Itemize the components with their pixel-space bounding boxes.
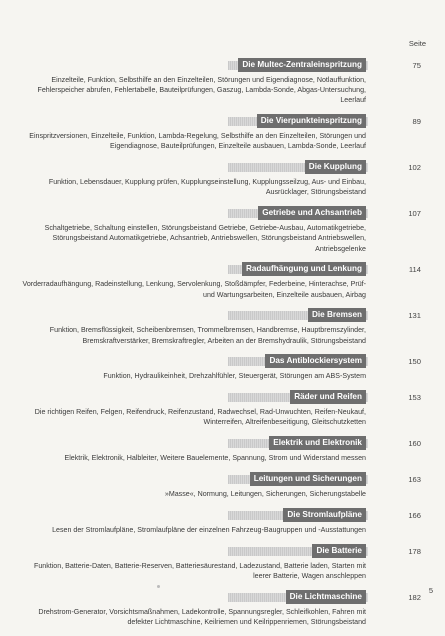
chapter-title[interactable]: Die Stromlaufpläne xyxy=(283,508,366,522)
chapter-page-number: 107 xyxy=(408,209,421,219)
toc-entry[interactable] xyxy=(0,436,445,463)
chapter-title[interactable]: Die Lichtmaschine xyxy=(286,590,366,604)
chapter-title[interactable]: Die Vierpunkteinspritzung xyxy=(257,114,366,128)
chapter-page-number: 114 xyxy=(408,265,421,275)
chapter-title[interactable]: Leitungen und Sicherungen xyxy=(250,472,366,486)
toc-entry[interactable] xyxy=(0,590,445,627)
chapter-title[interactable]: Das Antiblockiersystem xyxy=(265,354,366,368)
toc-entry[interactable] xyxy=(0,508,445,535)
toc-entry[interactable] xyxy=(0,58,445,106)
toc-heading-row xyxy=(0,114,445,128)
toc-entry[interactable] xyxy=(0,160,445,197)
chapter-page-number: 102 xyxy=(408,163,421,173)
chapter-title[interactable]: Die Kupplung xyxy=(305,160,366,174)
toc-entry[interactable] xyxy=(0,262,445,299)
chapter-page-number: 150 xyxy=(408,357,421,367)
chapter-title[interactable]: Radaufhängung und Lenkung xyxy=(242,262,366,276)
chapter-title[interactable]: Getriebe und Achsantrieb xyxy=(258,206,366,220)
chapter-title[interactable]: Die Batterie xyxy=(312,544,366,558)
chapter-title[interactable]: Räder und Reifen xyxy=(290,390,366,404)
toc-entry[interactable] xyxy=(0,354,445,381)
chapter-description: Einzelteile, Funktion, Selbsthilfe an den Einzelteilen, Störungen und Eigendiagnose, Notlauffunktion, Fehlerspeicher abrufen, Fehlertabelle, Bauteilprüfungen, Gaszug, Lambda-Sonde, Abgas-Untersuchung, Leerlauf xyxy=(37,76,366,105)
toc-entry[interactable] xyxy=(0,544,445,581)
toc-entry[interactable] xyxy=(0,114,445,151)
chapter-page-number: 131 xyxy=(408,311,421,321)
page-number: 5 xyxy=(428,586,433,595)
chapter-description: Drehstrom-Generator, Vorsichtsmaßnahmen, Ladekontrolle, Spannungsregler, Schleifkohlen, Fahren mit defekter Lichtmaschine, Keilriemen und Keilrippenriemen, Störungsbeistand xyxy=(38,607,366,626)
chapter-description: »Masse«, Normung, Leitungen, Sicherungen, Sicherungstabelle xyxy=(164,490,366,498)
chapter-page-number: 75 xyxy=(412,61,421,70)
chapter-description: Funktion, Lebensdauer, Kupplung prüfen, Kupplungseinstellung, Kupplungsseilzug, Aus- und Einbau, Ausrücklager, Störungsbeistand xyxy=(48,178,366,197)
chapter-title[interactable]: Elektrik und Elektronik xyxy=(269,436,366,450)
table-of-contents xyxy=(0,58,445,636)
toc-heading-row xyxy=(0,262,445,276)
chapter-page-number: 153 xyxy=(408,393,421,403)
toc-heading-row xyxy=(0,590,445,604)
chapter-description: Funktion, Bremsflüssigkeit, Scheibenbremsen, Trommelbremsen, Handbremse, Hauptbremszylinder, Bremskraftverstärker, Bremskraftregler, Arbeiten an der Bremshydraulik, Störungsbeistand xyxy=(49,326,366,345)
chapter-description: Funktion, Batterie-Daten, Batterie-Reserven, Batteriesäurestand, Ladezustand, Batterie laden, Starten mit leerer Batterie, Wagen anschleppen xyxy=(33,561,366,580)
chapter-page-number: 166 xyxy=(408,510,421,520)
toc-entry[interactable] xyxy=(0,206,445,254)
toc-heading-row xyxy=(0,436,445,450)
paper-speck xyxy=(157,585,160,588)
chapter-description: Die richtigen Reifen, Felgen, Reifendruck, Reifenzustand, Radwechsel, Rad-Unwuchten, Reifen-Neukauf, Winterreifen, Altreifenbeseitigung, Gleitschutzketten xyxy=(34,408,366,427)
chapter-description: Einspritzversionen, Einzelteile, Funktion, Lambda-Regelung, Selbsthilfe an den Einzelteilen, Störungen und Eigendiagnose, Bauteilprüfungen, Einzelteile ausbauen, Lambda-Sonde, Leerlauf xyxy=(29,132,366,151)
page-column-label: Seite xyxy=(408,39,426,48)
toc-entry[interactable] xyxy=(0,390,445,427)
chapter-description: Lesen der Stromlaufpläne, Stromlaufpläne der einzelnen Fahrzeug-Baugruppen und -Ausstattungen xyxy=(52,525,366,534)
toc-entry[interactable] xyxy=(0,308,445,345)
chapter-description: Elektrik, Elektronik, Halbleiter, Weitere Bauelemente, Spannung, Strom und Widerstand messen xyxy=(64,454,366,463)
toc-heading-row xyxy=(0,354,445,368)
chapter-description: Schaltgetriebe, Schaltung einstellen, Störungsbeistand Getriebe, Getriebe-Ausbau, Automatikgetriebe, Störungsbeistand Automatikgetriebe, Achsantrieb, Antriebswellen, Störungsbeistand Antriebswellen, Antriebsgelenke xyxy=(44,224,366,253)
chapter-description: Vorderradaufhängung, Radeinstellung, Lenkung, Servolenkung, Stoßdämpfer, Federbeine, Hinterachse, Prüf- und Wartungsarbeiten, Einzelteile ausbauen, Airbag xyxy=(22,280,366,299)
toc-heading-row xyxy=(0,58,445,72)
toc-heading-row xyxy=(0,160,445,174)
toc-heading-row xyxy=(0,308,445,322)
toc-heading-row xyxy=(0,390,445,404)
chapter-page-number: 182 xyxy=(408,592,421,602)
chapter-title[interactable]: Die Multec-Zentraleinspritzung xyxy=(238,58,366,72)
toc-entry[interactable] xyxy=(0,472,445,499)
chapter-page-number: 89 xyxy=(412,117,421,127)
chapter-page-number: 163 xyxy=(408,475,421,484)
toc-heading-row xyxy=(0,206,445,220)
chapter-page-number: 178 xyxy=(408,546,421,556)
chapter-page-number: 160 xyxy=(408,439,421,449)
chapter-title[interactable]: Die Bremsen xyxy=(308,308,366,322)
toc-heading-row xyxy=(0,544,445,558)
toc-heading-row xyxy=(0,472,445,486)
toc-heading-row xyxy=(0,508,445,522)
chapter-description: Funktion, Hydraulikeinheit, Drehzahlfühler, Steuergerät, Störungen am ABS-System xyxy=(103,372,366,381)
